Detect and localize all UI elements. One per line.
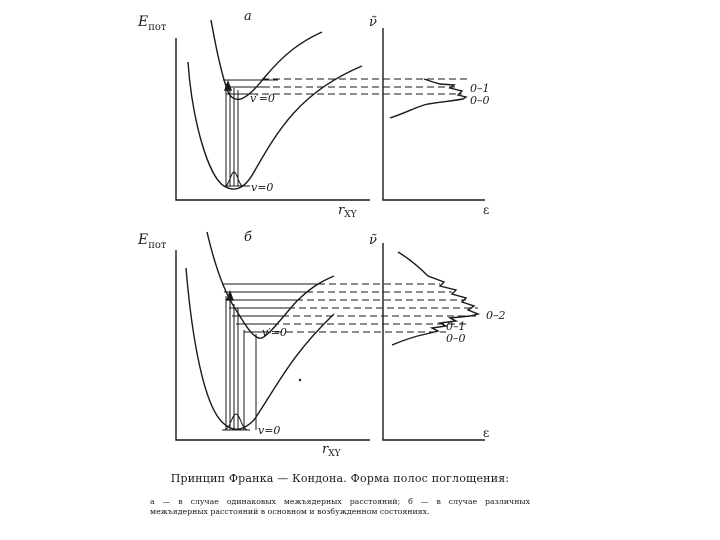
- panel-b-band-label-0-2: 0–2: [486, 309, 506, 322]
- panel-b-energy-axis: [176, 250, 370, 440]
- panel-a-band-label-0-1: 0–1: [470, 82, 490, 95]
- panel-b-band-label-0-1: 0–1: [446, 320, 466, 333]
- print-speck: [299, 379, 301, 381]
- caption-title: Принцип Франка — Кондона. Форма полос поглощения:: [170, 472, 510, 485]
- panel-a-y-axis-label: $E_{пот}$: [138, 14, 167, 33]
- panel-b-spectrum-x-label: ε: [483, 426, 490, 440]
- panel-b-band-label-0-0: 0–0: [446, 332, 466, 345]
- panel-a-lower-level-label: v=0: [251, 181, 274, 194]
- panel-a: [176, 20, 485, 200]
- panel-a-spectrum-y-label: ν̃: [369, 15, 377, 30]
- panel-a-spectrum-axis: [383, 28, 485, 200]
- panel-a-absorption-band: [390, 79, 466, 118]
- panel-b: [176, 232, 485, 440]
- panel-a-transition-arrow: [225, 82, 231, 90]
- panel-b-upper-level-label: v′=0: [262, 326, 287, 339]
- panel-a-letter: а: [244, 9, 252, 24]
- panel-b-y-axis-label: $E_{пот}$: [138, 232, 167, 251]
- panel-a-projection-lines: [262, 79, 470, 94]
- panel-b-lower-level-label: v=0: [258, 424, 281, 437]
- panel-b-letter: б: [244, 230, 252, 245]
- panel-a-band-label-0-0: 0–0: [470, 94, 490, 107]
- panel-a-upper-level-label: v′=0: [250, 92, 275, 105]
- panel-a-energy-axis: [176, 38, 370, 200]
- panel-b-spectrum-y-label: ν̃: [369, 233, 377, 248]
- panel-a-x-axis-label: $r_{XY}$: [338, 203, 357, 220]
- panel-b-x-axis-label: $r_{XY}$: [322, 442, 341, 459]
- panel-a-spectrum-x-label: ε: [483, 203, 490, 217]
- panel-b-transition-arrow: [227, 292, 233, 300]
- caption-body: а — в случае одинаковых межъядерных расстояний; б — в случае различных межъядерных расстояний в основном и возбужденном состояниях.: [150, 497, 530, 516]
- panel-a-ground-potential-curve: [188, 62, 362, 189]
- panel-b-spectrum-axis: [383, 243, 485, 440]
